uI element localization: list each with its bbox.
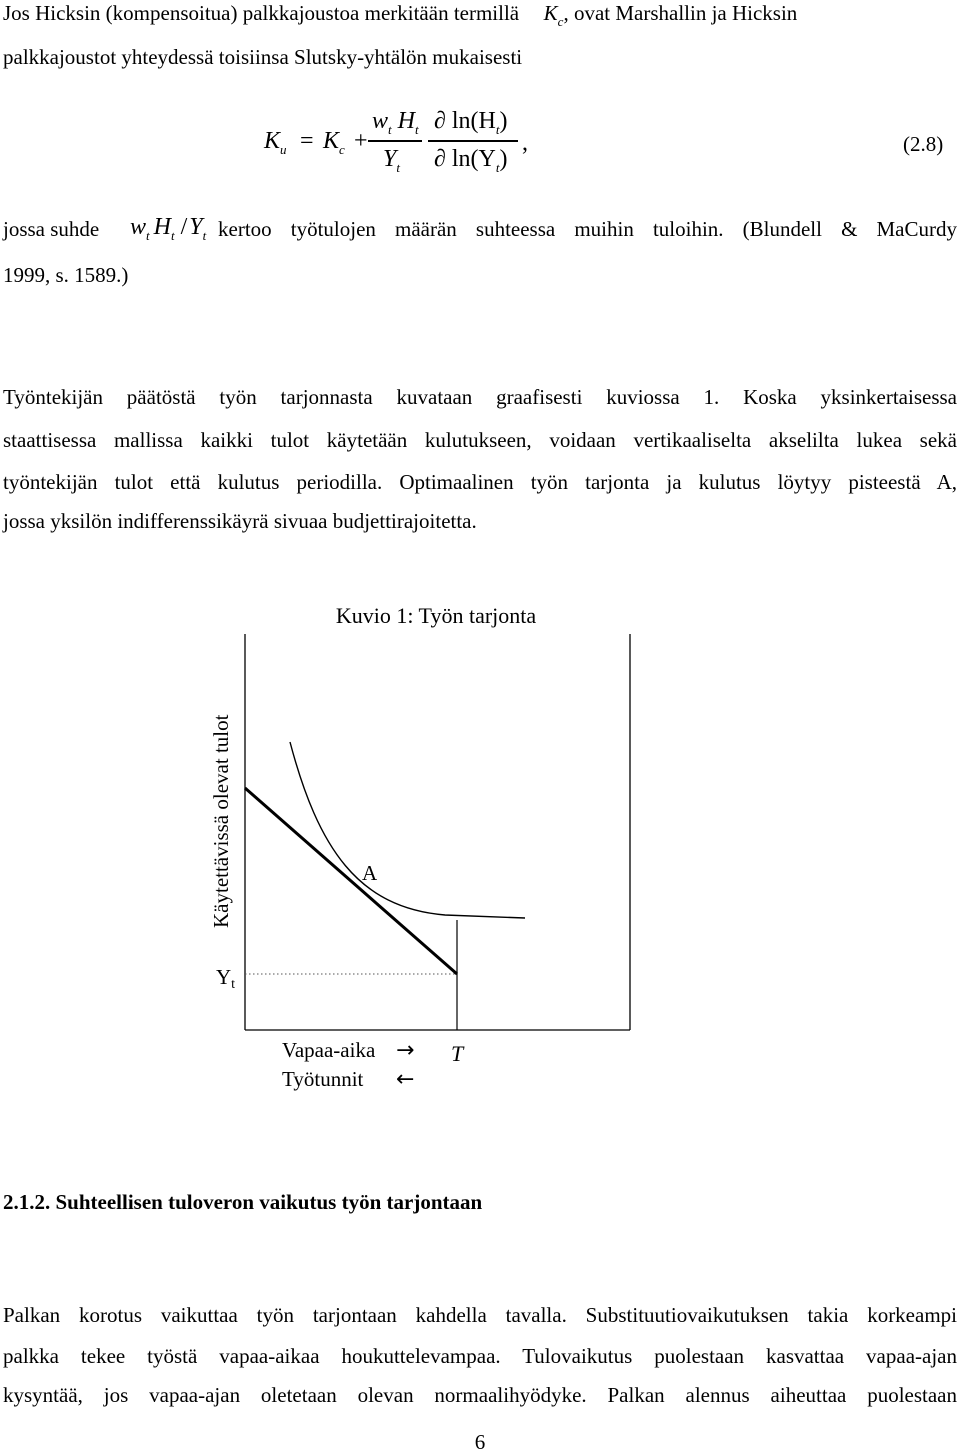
para4-line1: Palkan korotus vaikuttaa työn tarjontaan kahdella tavalla. Substituutiovaikutuksen takia korkeampi <box>3 1303 957 1327</box>
symbol-k: K <box>543 1 558 25</box>
para2-rest: kertoo työtulojen määrän suhteessa muihin tuloihin. (Blundell & MaCurdy <box>218 217 957 241</box>
eq-number: (2.8) <box>903 132 944 156</box>
eq-lhs: $K_u$ <box>264 128 287 157</box>
eq-den-y: $Y_t$ <box>383 146 400 175</box>
x-label-hours: Työtunnit <box>282 1067 364 1091</box>
y-axis-label: Käytettävissä olevat tulot <box>209 714 233 928</box>
eq-num-wh: $w_t$ $H_t$ <box>372 108 419 137</box>
para3-line2: staattisessa mallissa kaikki tulot käytetään kulutukseen, voidaan vertikaaliselta akselilta lukea sekä <box>3 428 957 452</box>
para2-start: jossa suhde <box>3 217 100 241</box>
symbol-k-sub: c <box>557 14 564 29</box>
eq-comma: , <box>522 130 528 156</box>
eq-plus: + <box>354 128 368 154</box>
para3-line3: työntekijän tulot että kulutus periodilla. Optimaalinen työn tarjonta ja kulutus löytyy pisteestä A, <box>3 470 957 494</box>
t-label: T <box>451 1041 464 1066</box>
arrow-left-icon: ← <box>396 1067 415 1092</box>
eq-fraction-bar-1 <box>368 140 422 142</box>
page-number: 6 <box>474 1430 486 1454</box>
arrow-right-icon: → <box>396 1038 415 1063</box>
eq-dden: ∂ $\ln(Y_t)$ <box>434 146 508 175</box>
para4-line3: kysyntää, jos vapaa-ajan oletetaan olevan normaalihyödyke. Palkan alennus aiheuttaa puolestaan <box>3 1383 957 1407</box>
section-heading: 2.1.2. Suhteellisen tuloveron vaikutus työn tarjontaan <box>3 1190 483 1214</box>
para1-line2: palkkajoustot yhteydessä toisiinsa Slutsky-yhtälön mukaisesti <box>3 45 523 69</box>
para1-line1 <box>3 0 957 29</box>
para2-ratio: $w_t$ $H_t$ $/Y_t$ <box>130 214 207 243</box>
para4-line2: palkka tekee työstä vapaa-aikaa houkuttelevampaa. Tulovaikutus puolestaan kasvattaa vapaa-ajan <box>3 1344 957 1368</box>
yt-label: Yt <box>216 965 236 992</box>
point-a-label: A <box>362 861 378 885</box>
eq-dnum: ∂ $\ln(H_t)$ <box>434 108 508 137</box>
figure-title: Kuvio 1: Työn tarjonta <box>335 603 537 628</box>
eq-equals: = <box>300 128 314 154</box>
para1-text-b: , ovat Marshallin ja Hicksin <box>563 1 798 25</box>
indifference-curve <box>290 742 525 918</box>
para1-text-a: Jos Hicksin (kompensoitua) palkkajoustoa merkitään termillä <box>3 1 520 25</box>
para2-line2: 1999, s. 1589.) <box>3 263 129 287</box>
eq-fraction-bar-2 <box>428 140 518 142</box>
x-label-leisure: Vapaa-aika <box>282 1038 376 1062</box>
budget-constraint <box>245 788 457 974</box>
labor-supply-figure <box>0 590 960 1110</box>
para3-line4: jossa yksilön indifferenssikäyrä sivuaa budjettirajoitetta. <box>3 509 477 533</box>
eq-kc: $K_c$ <box>323 128 345 157</box>
para3-line1: Työntekijän päätöstä työn tarjonnasta kuvataan graafisesti kuviossa 1. Koska yksinkertaisessa <box>3 385 957 409</box>
